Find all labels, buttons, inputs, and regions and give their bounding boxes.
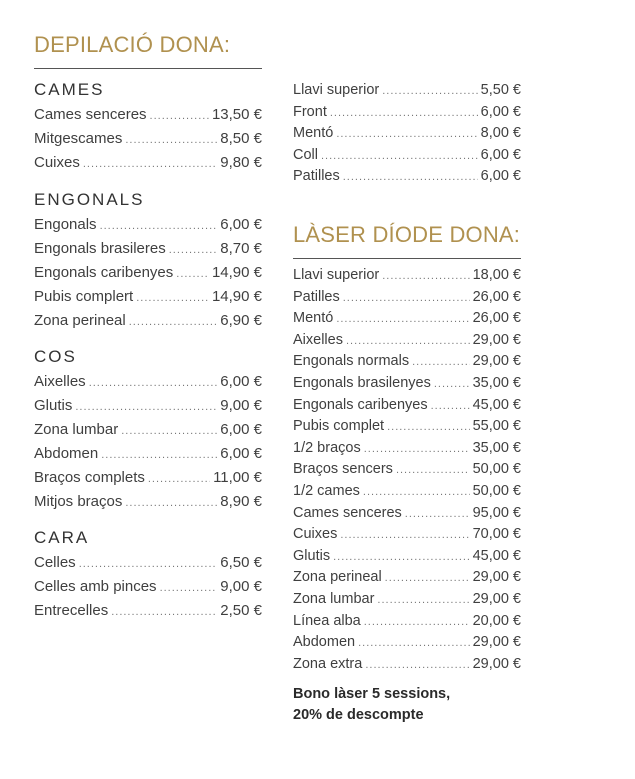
item-price: 6,00 € — [480, 168, 521, 185]
item-price: 2,50 € — [220, 602, 262, 619]
price-row — [293, 567, 521, 589]
price-row — [293, 589, 521, 611]
item-name: Llavi superior — [293, 82, 380, 98]
item-name: Engonals — [34, 216, 97, 233]
price-row — [293, 632, 521, 654]
item-price: 6,00 € — [220, 445, 262, 462]
item-name: Cuixes — [293, 526, 338, 543]
item-price: 29,00 € — [472, 569, 521, 586]
item-name: Pubis complet — [293, 418, 385, 435]
item-name: Engonals caribenyes — [34, 264, 174, 281]
price-row — [293, 546, 521, 568]
item-price: 5,50 € — [480, 82, 521, 98]
leader-dots — [333, 547, 470, 569]
price-row — [293, 503, 521, 525]
item-price: 45,00 € — [472, 396, 521, 413]
leader-dots — [343, 167, 478, 189]
item-price: 50,00 € — [472, 461, 521, 478]
price-row — [293, 524, 521, 546]
laser-title: LÀSER DÍODE DONA: — [293, 222, 521, 247]
price-row — [293, 438, 521, 460]
leader-dots — [125, 491, 217, 515]
price-row — [34, 285, 262, 309]
depilacio-title: DEPILACIÓ DONA: — [34, 32, 231, 57]
item-price: 6,00 € — [220, 421, 262, 438]
section-title-engonals: ENGONALS — [34, 190, 145, 209]
leader-dots — [431, 396, 470, 418]
section-cames — [34, 81, 262, 175]
price-row — [293, 287, 521, 309]
item-name: Engonals brasilenyes — [293, 374, 431, 391]
leader-dots — [176, 262, 209, 286]
item-price: 13,50 € — [211, 106, 262, 123]
leader-dots — [330, 103, 478, 125]
price-row — [34, 370, 262, 394]
item-name: Mitjos braços — [34, 493, 123, 510]
price-row — [293, 145, 521, 167]
item-name: Zona extra — [293, 655, 363, 672]
item-price: 50,00 € — [472, 482, 521, 499]
item-name: Línea alba — [293, 612, 361, 629]
price-row — [34, 309, 262, 333]
leader-dots — [129, 310, 218, 334]
item-price: 9,00 € — [220, 578, 262, 595]
leader-dots — [321, 146, 478, 168]
item-name: Cuixes — [34, 154, 80, 171]
leader-dots — [101, 443, 217, 467]
leader-dots — [358, 633, 470, 655]
leader-dots — [377, 590, 469, 612]
leader-dots — [364, 439, 470, 461]
price-row — [293, 481, 521, 503]
promo-line-2: 20% de descompte — [293, 707, 424, 723]
leader-dots — [336, 124, 477, 146]
item-name: Celles — [34, 554, 76, 571]
leader-dots — [340, 525, 469, 547]
price-row — [34, 599, 262, 623]
price-row — [293, 654, 521, 676]
price-row — [34, 394, 262, 418]
item-name: Aixelles — [34, 373, 86, 390]
item-name: Celles amb pinces — [34, 578, 157, 595]
price-row — [293, 80, 521, 102]
price-row — [293, 459, 521, 481]
leader-dots — [382, 266, 469, 288]
item-name: 1/2 cames — [293, 482, 360, 499]
leader-dots — [150, 104, 209, 128]
leader-dots — [382, 81, 477, 103]
section-cara — [34, 529, 262, 623]
item-price: 18,00 € — [472, 267, 521, 283]
price-row — [34, 575, 262, 599]
item-price: 29,00 € — [472, 331, 521, 348]
item-name: Llavi superior — [293, 267, 380, 283]
item-name: Patilles — [293, 288, 340, 305]
item-price: 6,00 € — [480, 146, 521, 163]
section-engonals — [34, 191, 262, 333]
item-name: Cames senceres — [34, 106, 147, 123]
price-row — [293, 166, 521, 188]
item-price: 29,00 € — [472, 353, 521, 370]
price-row — [293, 265, 521, 287]
leader-dots — [169, 238, 218, 262]
price-row — [34, 103, 262, 127]
price-row — [34, 127, 262, 151]
item-name: Engonals brasileres — [34, 240, 166, 257]
leader-dots — [396, 460, 470, 482]
laser-title-rule — [293, 258, 521, 259]
leader-dots — [346, 331, 470, 353]
item-name: Abdomen — [293, 634, 356, 651]
item-name: Braços sencers — [293, 461, 393, 478]
item-name: Patilles — [293, 168, 340, 185]
item-price: 9,00 € — [220, 397, 262, 414]
item-name: Coll — [293, 146, 318, 163]
leader-dots — [365, 655, 469, 677]
item-name: Zona lumbar — [34, 421, 119, 438]
item-price: 95,00 € — [472, 504, 521, 521]
item-name: Aixelles — [293, 331, 343, 348]
leader-dots — [160, 576, 218, 600]
price-row — [293, 123, 521, 145]
leader-dots — [83, 152, 217, 176]
item-price: 11,00 € — [213, 469, 262, 486]
item-price: 14,90 € — [211, 288, 262, 305]
leader-dots — [412, 352, 470, 374]
laser-list — [293, 265, 521, 675]
item-price: 8,90 € — [220, 493, 262, 510]
item-name: Engonals normals — [293, 353, 410, 370]
item-price: 9,80 € — [220, 154, 262, 171]
item-price: 35,00 € — [472, 374, 521, 391]
item-name: Braços complets — [34, 469, 145, 486]
item-price: 6,90 € — [220, 312, 262, 329]
item-price: 29,00 € — [472, 634, 521, 651]
item-price: 8,70 € — [220, 240, 262, 257]
item-price: 29,00 € — [472, 655, 521, 672]
item-name: Front — [293, 103, 327, 120]
leader-dots — [405, 504, 470, 526]
item-price: 35,00 € — [472, 439, 521, 456]
promo-line-1: Bono làser 5 sessions, — [293, 686, 451, 702]
leader-dots — [343, 288, 470, 310]
price-row — [293, 351, 521, 373]
item-price: 8,00 € — [480, 125, 521, 142]
item-name: Mentó — [293, 125, 334, 142]
leader-dots — [111, 600, 217, 624]
leader-dots — [148, 467, 210, 491]
item-price: 29,00 € — [472, 590, 521, 607]
leader-dots — [385, 568, 470, 590]
price-row — [34, 418, 262, 442]
price-row — [34, 237, 262, 261]
price-row — [34, 151, 262, 175]
item-price: 55,00 € — [472, 418, 521, 435]
price-row — [293, 330, 521, 352]
price-row — [293, 611, 521, 633]
leader-dots — [363, 482, 470, 504]
leader-dots — [89, 371, 218, 395]
price-row — [34, 490, 262, 514]
price-row — [34, 261, 262, 285]
item-price: 20,00 € — [472, 612, 521, 629]
leader-dots — [100, 214, 218, 238]
section-cos — [34, 348, 262, 514]
price-row — [34, 442, 262, 466]
leader-dots — [387, 417, 470, 439]
section-title-cames: CAMES — [34, 80, 105, 99]
item-price: 14,90 € — [211, 264, 262, 281]
leader-dots — [364, 612, 470, 634]
price-row — [293, 308, 521, 330]
leader-dots — [121, 419, 217, 443]
leader-dots — [136, 286, 209, 310]
item-name: Glutis — [293, 547, 331, 564]
facial-list — [293, 80, 521, 188]
item-name: 1/2 braços — [293, 439, 361, 456]
promo-note — [293, 684, 521, 726]
item-name: Cames senceres — [293, 504, 402, 521]
leader-dots — [434, 374, 470, 396]
item-name: Zona lumbar — [293, 590, 375, 607]
item-name: Zona perineal — [293, 569, 382, 586]
leader-dots — [75, 395, 217, 419]
leader-dots — [336, 309, 469, 331]
item-name: Engonals caribenyes — [293, 396, 428, 413]
item-name: Mitgescames — [34, 130, 123, 147]
price-row — [34, 466, 262, 490]
item-name: Mentó — [293, 310, 334, 327]
price-row — [293, 102, 521, 124]
item-price: 45,00 € — [472, 547, 521, 564]
item-price: 6,50 € — [220, 554, 262, 571]
leader-dots — [125, 128, 217, 152]
price-row — [293, 395, 521, 417]
item-price: 26,00 € — [472, 288, 521, 305]
section-title-cos: COS — [34, 347, 77, 366]
item-price: 26,00 € — [472, 310, 521, 327]
item-name: Zona perineal — [34, 312, 126, 329]
depilacio-title-rule — [34, 68, 262, 69]
item-price: 6,00 € — [480, 103, 521, 120]
item-name: Entrecelles — [34, 602, 109, 619]
item-price: 6,00 € — [220, 373, 262, 390]
section-title-cara: CARA — [34, 528, 90, 547]
item-name: Pubis complert — [34, 288, 134, 305]
price-row — [293, 373, 521, 395]
item-name: Glutis — [34, 397, 73, 414]
leader-dots — [79, 552, 218, 576]
item-price: 6,00 € — [220, 216, 262, 233]
price-row — [34, 551, 262, 575]
item-name: Abdomen — [34, 445, 99, 462]
item-price: 8,50 € — [220, 130, 262, 147]
price-row — [293, 416, 521, 438]
price-row — [34, 213, 262, 237]
item-price: 70,00 € — [472, 526, 521, 543]
